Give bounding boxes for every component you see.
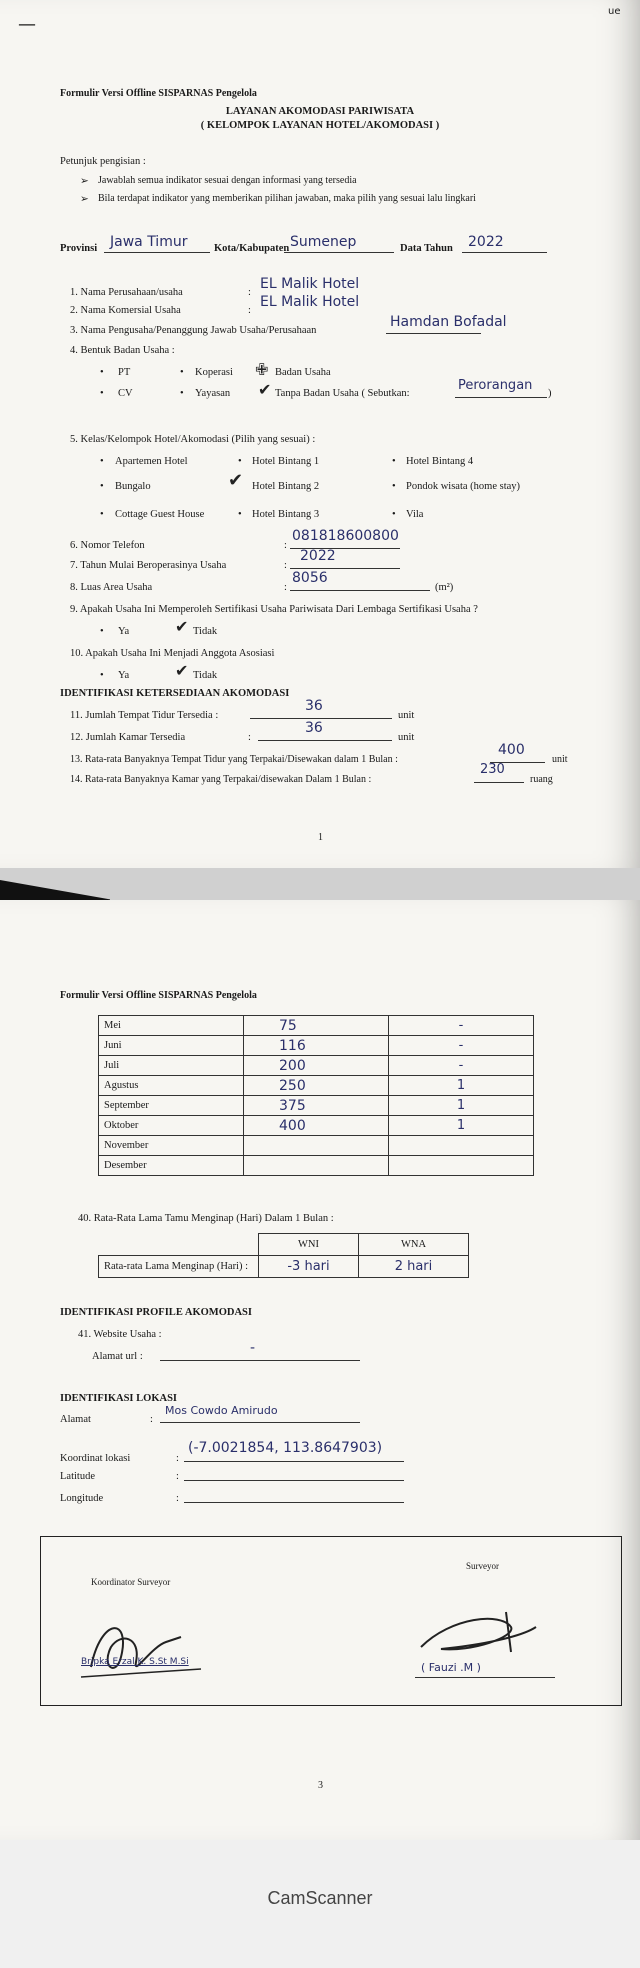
page-number-1: 1 xyxy=(318,832,323,843)
q2-value: EL Malik Hotel xyxy=(260,294,360,310)
pen-mark: — xyxy=(18,14,36,35)
koordinat-line xyxy=(184,1461,404,1462)
alamat-line xyxy=(160,1422,360,1423)
longitude-line xyxy=(184,1502,404,1503)
q9-label: 9. Apakah Usaha Ini Memperoleh Sertifikasi Usaha Pariwisata Dari Lembaga Sertifikasi Usaha ? xyxy=(70,604,478,615)
lama-label: Rata-rata Lama Menginap (Hari) : xyxy=(99,1256,259,1278)
q13-unit: unit xyxy=(552,754,568,765)
table-row xyxy=(99,1116,534,1136)
q8-line xyxy=(290,590,430,591)
page-number-3: 3 xyxy=(318,1780,323,1791)
month-cell: Mei xyxy=(99,1016,244,1036)
alamat-label: Alamat xyxy=(60,1414,91,1425)
q9-opt-ya: Ya xyxy=(118,626,130,637)
q8-value: 8056 xyxy=(292,570,328,586)
q8-unit: (m²) xyxy=(435,582,454,593)
koordinat-value: (-7.0021854, 113.8647903) xyxy=(188,1440,383,1456)
form-name: Formulir Versi Offline SISPARNAS Pengelola xyxy=(60,88,257,99)
koordinat-label: Koordinat lokasi xyxy=(60,1453,131,1464)
wna-cell xyxy=(389,1156,534,1176)
q7-line xyxy=(290,568,400,569)
q12-line xyxy=(258,740,392,741)
q10-label: 10. Apakah Usaha Ini Menjadi Anggota Asosiasi xyxy=(70,648,275,659)
lama-wna-value: 2 hari xyxy=(359,1256,469,1278)
table-row xyxy=(99,1076,534,1096)
q5-opt-b2: Hotel Bintang 2 xyxy=(252,481,320,492)
q13-label: 13. Rata-rata Banyaknya Tempat Tidur yang Terpakai/Disewakan dalam 1 Bulan : xyxy=(70,754,398,765)
q14-value: 230 xyxy=(480,762,505,777)
surveyor-label: Surveyor xyxy=(466,1561,499,1571)
wni-cell: 200 xyxy=(244,1056,389,1076)
q4-bullet-koperasi: • xyxy=(180,367,184,378)
wni-cell: 250 xyxy=(244,1076,389,1096)
q5-opt-vila: Vila xyxy=(406,509,424,520)
kota-value: Sumenep xyxy=(290,234,357,250)
wni-cell xyxy=(244,1136,389,1156)
q11-label: 11. Jumlah Tempat Tidur Tersedia : xyxy=(70,710,219,721)
form-name-2: Formulir Versi Offline SISPARNAS Pengelola xyxy=(60,990,257,1001)
lama-wni-value: -3 hari xyxy=(259,1256,359,1278)
instruction-arrow-1: ➢ xyxy=(80,176,89,187)
q9-opt-tidak: Tidak xyxy=(193,626,218,637)
month-cell: November xyxy=(99,1136,244,1156)
signature-box xyxy=(40,1536,622,1706)
q8-colon: : xyxy=(284,582,287,593)
section-ketersediaan: IDENTIFIKASI KETERSEDIAAN AKOMODASI xyxy=(60,688,290,699)
table-row xyxy=(99,1056,534,1076)
table-row xyxy=(99,1136,534,1156)
scanner-footer xyxy=(0,1840,640,1968)
lama-empty-header xyxy=(99,1234,259,1256)
latitude-colon: : xyxy=(176,1471,179,1482)
table-row xyxy=(99,1156,534,1176)
q13-value: 400 xyxy=(498,742,525,758)
q4-opt-koperasi: Koperasi xyxy=(195,367,233,378)
longitude-colon: : xyxy=(176,1493,179,1504)
q5-opt-b1: Hotel Bintang 1 xyxy=(252,456,320,467)
table-row xyxy=(99,1016,534,1036)
tahun-label: Data Tahun xyxy=(400,243,453,254)
month-cell: Oktober xyxy=(99,1116,244,1136)
check-icon: ✔ xyxy=(175,661,189,680)
koordinator-signature-icon xyxy=(71,1607,211,1687)
section-profile: IDENTIFIKASI PROFILE AKOMODASI xyxy=(60,1307,252,1318)
length-of-stay-table xyxy=(98,1233,469,1278)
q4-bullet-yayasan: • xyxy=(180,388,184,399)
monthly-guests-table xyxy=(98,1015,534,1176)
corner-mark: ue xyxy=(608,6,621,17)
instructions-label: Petunjuk pengisian : xyxy=(60,156,146,167)
wna-header: WNA xyxy=(359,1234,469,1256)
q5-opt-b4: Hotel Bintang 4 xyxy=(406,456,474,467)
month-cell: September xyxy=(99,1096,244,1116)
q4-opt-pt: PT xyxy=(118,367,131,378)
form-page-1 xyxy=(0,0,640,868)
q4-label: 4. Bentuk Badan Usaha : xyxy=(70,345,175,356)
q41-label: 41. Website Usaha : xyxy=(78,1329,162,1340)
strike-icon: ✙ xyxy=(255,360,269,379)
q7-colon: : xyxy=(284,560,287,571)
wna-cell: - xyxy=(389,1036,534,1056)
q4-opt-tanpa: Tanpa Badan Usaha ( Sebutkan: xyxy=(275,388,410,399)
q1-colon: : xyxy=(248,287,251,298)
q14-unit: ruang xyxy=(530,774,553,785)
q1-label: 1. Nama Perusahaan/usaha xyxy=(70,287,183,298)
alamat-colon: : xyxy=(150,1414,153,1425)
wna-cell: 1 xyxy=(389,1116,534,1136)
kota-label: Kota/Kabupaten xyxy=(214,243,290,254)
instruction-arrow-2: ➢ xyxy=(80,194,89,205)
camscanner-watermark: CamScanner xyxy=(267,1888,373,1908)
form-page-2 xyxy=(0,900,640,1840)
q6-label: 6. Nomor Telefon xyxy=(70,540,145,551)
q12-unit: unit xyxy=(398,732,415,743)
q5-opt-bungalo: Bungalo xyxy=(115,481,151,492)
q5-opt-apartemen: Apartemen Hotel xyxy=(115,456,188,467)
table-row xyxy=(99,1036,534,1056)
month-cell: Desember xyxy=(99,1156,244,1176)
q4-paren: ) xyxy=(548,388,552,399)
check-icon: ✔ xyxy=(258,380,272,399)
koordinat-colon: : xyxy=(176,1453,179,1464)
q5-opt-pondok: Pondok wisata (home stay) xyxy=(406,481,521,492)
q3-value: Hamdan Bofadal xyxy=(390,314,507,330)
q5-opt-cottage: Cottage Guest House xyxy=(115,509,205,520)
q4-bullet-pt: • xyxy=(100,367,104,378)
q2-colon: : xyxy=(248,305,251,316)
q7-label: 7. Tahun Mulai Beroperasinya Usaha xyxy=(70,560,227,571)
wni-cell: 75 xyxy=(244,1016,389,1036)
kota-line xyxy=(284,252,394,253)
month-cell: Juli xyxy=(99,1056,244,1076)
provinsi-line xyxy=(104,252,210,253)
q5-label: 5. Kelas/Kelompok Hotel/Akomodasi (Pilih yang sesuai) : xyxy=(70,434,316,445)
q5-b-pondok: • xyxy=(392,481,396,492)
q11-line xyxy=(250,718,392,719)
q10-opt-ya: Ya xyxy=(118,670,130,681)
q9-b-ya: • xyxy=(100,626,104,637)
instruction-1: Jawablah semua indikator sesuai dengan informasi yang tersedia xyxy=(98,175,357,186)
q11-value: 36 xyxy=(305,698,323,714)
q12-value: 36 xyxy=(305,720,323,736)
q5-opt-b3: Hotel Bintang 3 xyxy=(252,509,320,520)
wni-header: WNI xyxy=(259,1234,359,1256)
q5-b-vila: • xyxy=(392,509,396,520)
wna-cell: - xyxy=(389,1016,534,1036)
latitude-label: Latitude xyxy=(60,1471,95,1482)
q4-opt-cv: CV xyxy=(118,388,133,399)
q5-b-apartemen: • xyxy=(100,456,104,467)
title-line-2: ( KELOMPOK LAYANAN HOTEL/AKOMODASI ) xyxy=(200,120,440,131)
q2-label: 2. Nama Komersial Usaha xyxy=(70,305,181,316)
q14-line xyxy=(474,782,524,783)
wni-cell: 375 xyxy=(244,1096,389,1116)
q4-opt-badan: Badan Usaha xyxy=(275,367,331,378)
month-cell: Agustus xyxy=(99,1076,244,1096)
q3-label: 3. Nama Pengusaha/Penanggung Jawab Usaha/Perusahaan xyxy=(70,325,317,336)
q5-b-b3: • xyxy=(238,509,242,520)
wna-cell: - xyxy=(389,1056,534,1076)
surveyor-signature-icon xyxy=(411,1607,551,1667)
title-line-1: LAYANAN AKOMODASI PARIWISATA xyxy=(225,106,415,117)
q5-b-b4: • xyxy=(392,456,396,467)
wni-cell xyxy=(244,1156,389,1176)
month-cell: Juni xyxy=(99,1036,244,1056)
q6-value: 081818600800 xyxy=(292,528,399,544)
q5-b-b1: • xyxy=(238,456,242,467)
surveyor-name: ( Fauzi .M ) xyxy=(421,1661,481,1674)
q4-bullet-cv: • xyxy=(100,388,104,399)
q3-line xyxy=(386,333,481,334)
q5-b-bungalo: • xyxy=(100,481,104,492)
q14-label: 14. Rata-rata Banyaknya Kamar yang Terpakai/disewakan Dalam 1 Bulan : xyxy=(70,774,372,785)
wna-cell: 1 xyxy=(389,1076,534,1096)
q12-label: 12. Jumlah Kamar Tersedia xyxy=(70,732,186,743)
table-row xyxy=(99,1096,534,1116)
provinsi-value: Jawa Timur xyxy=(110,234,188,250)
alamat-url-value: - xyxy=(250,1340,256,1356)
q7-value: 2022 xyxy=(300,548,336,564)
latitude-line xyxy=(184,1480,404,1481)
scan-gap xyxy=(0,868,640,900)
alamat-value: Mos Cowdo Amirudo xyxy=(165,1404,278,1417)
check-icon: ✔ xyxy=(175,617,189,636)
tahun-line xyxy=(462,252,547,253)
instruction-2: Bila terdapat indikator yang memberikan pilihan jawaban, maka pilih yang sesuai lalu lingkari xyxy=(98,193,476,204)
q40-label: 40. Rata-Rata Lama Tamu Menginap (Hari) Dalam 1 Bulan : xyxy=(78,1213,334,1224)
wni-cell: 116 xyxy=(244,1036,389,1056)
q6-colon: : xyxy=(284,540,287,551)
q4-opt-yayasan: Yayasan xyxy=(195,388,231,399)
check-icon: ✔ xyxy=(228,470,244,491)
section-lokasi: IDENTIFIKASI LOKASI xyxy=(60,1393,177,1404)
q10-b-ya: • xyxy=(100,670,104,681)
alamat-url-line xyxy=(160,1360,360,1361)
wna-cell: 1 xyxy=(389,1096,534,1116)
longitude-label: Longitude xyxy=(60,1493,104,1504)
q12-colon: : xyxy=(248,732,251,743)
wna-cell xyxy=(389,1136,534,1156)
wni-cell: 400 xyxy=(244,1116,389,1136)
tahun-value: 2022 xyxy=(468,234,504,250)
q10-opt-tidak: Tidak xyxy=(193,670,218,681)
q4-line xyxy=(455,397,547,398)
q11-unit: unit xyxy=(398,710,415,721)
provinsi-label: Provinsi xyxy=(60,243,98,254)
q1-value: EL Malik Hotel xyxy=(260,276,360,292)
alamat-url-label: Alamat url : xyxy=(92,1351,143,1362)
q5-b-cottage: • xyxy=(100,509,104,520)
koordinator-label: Koordinator Surveyor xyxy=(91,1577,171,1587)
surveyor-line xyxy=(415,1677,555,1678)
koordinator-name: Bripka Erzal K. S.St M.Si xyxy=(81,1657,189,1667)
q4-tanpa-value: Perorangan xyxy=(458,378,533,393)
q8-label: 8. Luas Area Usaha xyxy=(70,582,153,593)
